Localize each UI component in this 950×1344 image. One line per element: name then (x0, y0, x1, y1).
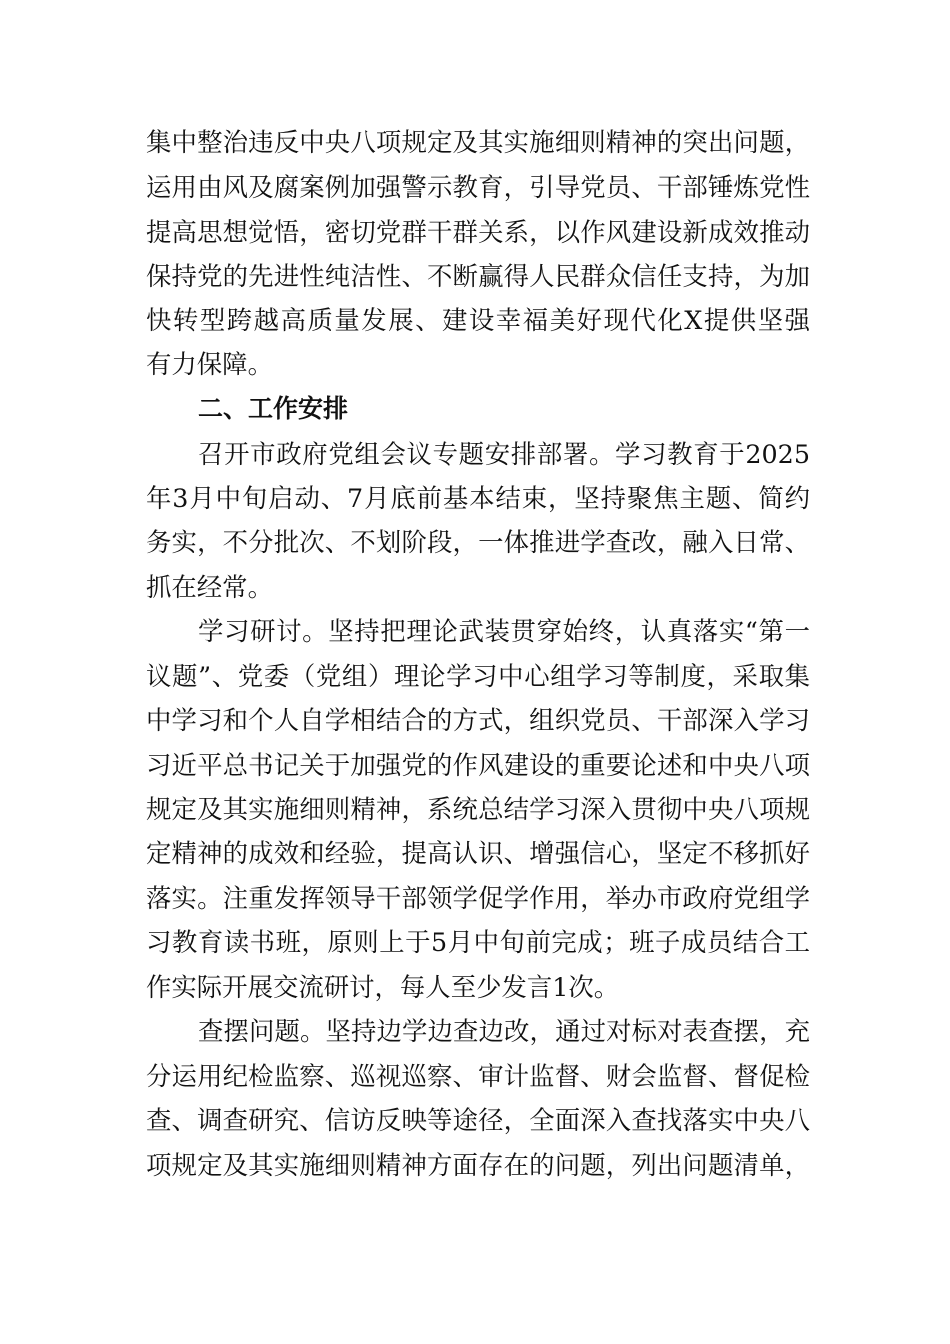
paragraph-1-line-5: 快转型跨越高质量发展、建设幸福美好现代化X提供坚强 (146, 305, 810, 335)
paragraph-1-line-1: 集中整治违反中央八项规定及其实施细则精神的突出问题， (146, 127, 810, 157)
paragraph-2-line-3: 务实，不分批次、不划阶段，一体推进学查改，融入日常、 (146, 527, 810, 557)
paragraph-1-line-2: 运用由风及腐案例加强警示教育，引导党员、干部锤炼党性 (146, 172, 810, 202)
paragraph-2-line-1: 召开市政府党组会议专题安排部署。学习教育于2025 (198, 439, 810, 469)
paragraph-4-line-4: 项规定及其实施细则精神方面存在的问题，列出问题清单， (146, 1150, 810, 1180)
paragraph-4-line-2: 分运用纪检监察、巡视巡察、审计监督、财会监督、督促检 (146, 1061, 810, 1091)
paragraph-3-line-4: 习近平总书记关于加强党的作风建设的重要论述和中央八项 (146, 750, 810, 780)
paragraph-1-line-3: 提高思想觉悟，密切党群干群关系，以作风建设新成效推动 (146, 217, 810, 247)
paragraph-1-line-4: 保持党的先进性纯洁性、不断赢得人民群众信任支持，为加 (146, 261, 810, 291)
paragraph-3-line-1: 学习研讨。坚持把理论武装贯穿始终，认真落实“第一 (198, 616, 810, 646)
paragraph-3-line-7: 落实。注重发挥领导干部领学促学作用，举办市政府党组学 (146, 883, 810, 913)
paragraph-4-line-3: 查、调查研究、信访反映等途径，全面深入查找落实中央八 (146, 1105, 810, 1135)
section-heading: 二、工作安排 (198, 394, 349, 423)
paragraph-3-line-8: 习教育读书班，原则上于5月中旬前完成；班子成员结合工 (146, 927, 810, 957)
paragraph-3-line-2: 议题”、党委（党组）理论学习中心组学习等制度，采取集 (146, 661, 810, 691)
paragraph-2-line-4: 抓在经常。 (146, 572, 273, 602)
paragraph-3-line-9: 作实际开展交流研讨，每人至少发言1次。 (146, 972, 620, 1002)
paragraph-3-line-3: 中学习和个人自学相结合的方式，组织党员、干部深入学习 (146, 705, 810, 735)
paragraph-3-line-5: 规定及其实施细则精神，系统总结学习深入贯彻中央八项规 (146, 794, 810, 824)
paragraph-3-line-6: 定精神的成效和经验，提高认识、增强信心，坚定不移抓好 (146, 838, 810, 868)
paragraph-2-line-2: 年3月中旬启动、7月底前基本结束，坚持聚焦主题、简约 (146, 483, 810, 513)
paragraph-4-line-1: 查摆问题。坚持边学边查边改，通过对标对表查摆，充 (198, 1016, 810, 1046)
paragraph-1-line-6: 有力保障。 (146, 349, 273, 379)
